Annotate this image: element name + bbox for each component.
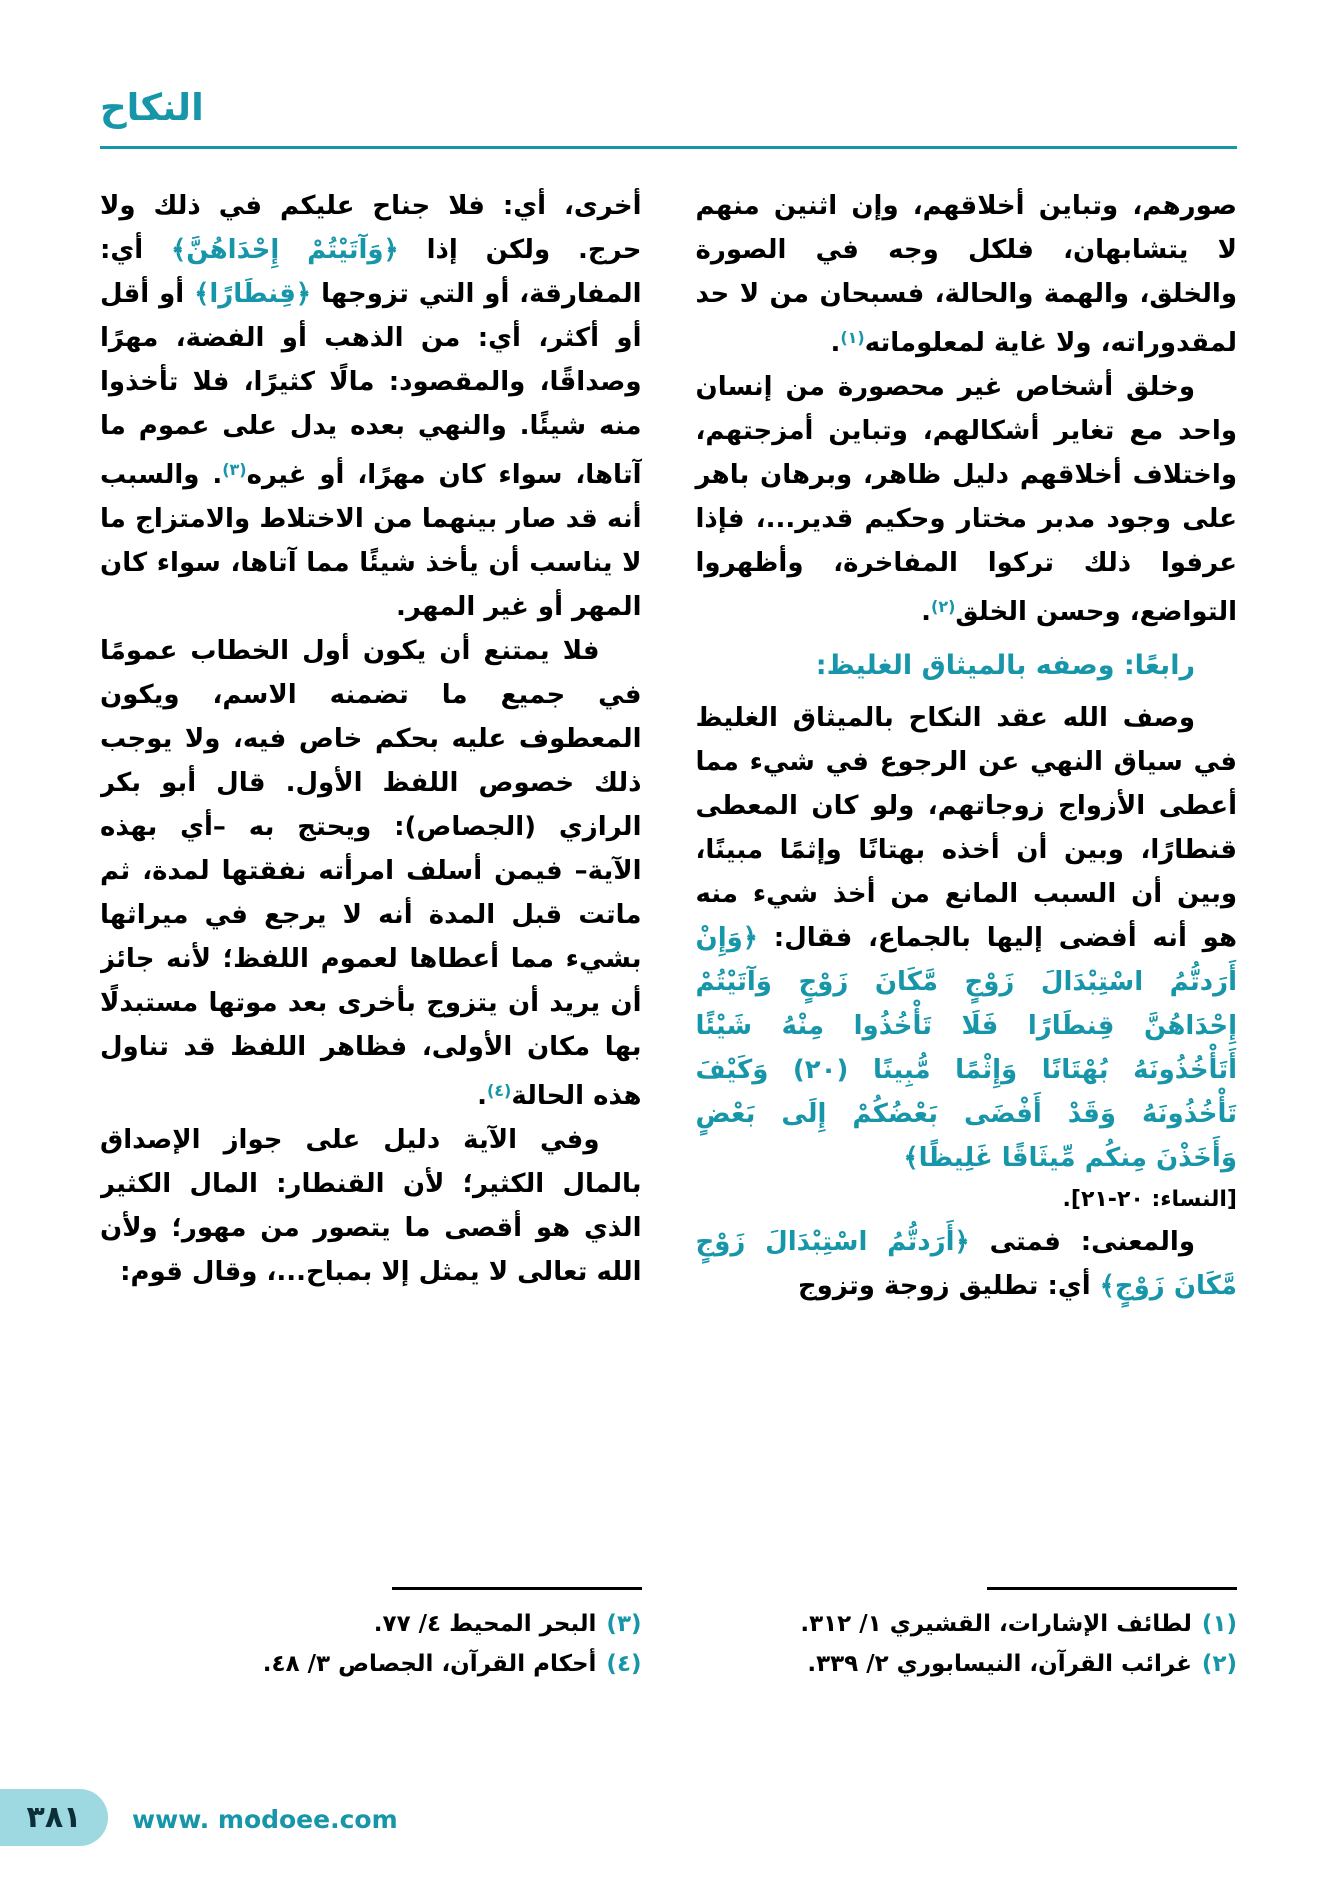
paragraph bbox=[696, 1220, 1238, 1308]
footnote-text: غرائب القرآن، النيسابوري ٢/ ٣٣٩. bbox=[807, 1651, 1192, 1677]
body-text: أي: المفارقة، أو التي تزوجها bbox=[100, 235, 642, 309]
quran-verse: ﴿قِنطَارًا﴾ bbox=[194, 279, 312, 309]
footnote-marker: (٢) bbox=[931, 597, 956, 616]
footnote-marker: (١) bbox=[840, 328, 865, 347]
footnote bbox=[100, 1604, 642, 1644]
footnote-divider bbox=[392, 1587, 642, 1590]
footnote bbox=[100, 1644, 642, 1684]
body-text: . والسبب أنه قد صار بينهما من الاختلاط والامتزاج ما لا يناسب أن يأخذ شيئًا مما آتاها، سواء كان المهر أو غير المهر. bbox=[100, 460, 642, 622]
body-text: صورهم، وتباين أخلاقهم، وإن اثنين منهم لا يتشابهان، فلكل وجه في الصورة والخلق، والهمة والحالة، فسبحان من لا حد لمقدوراته، ولا غاية لمعلوماته bbox=[695, 191, 1237, 358]
quran-verse: ﴿وَآتَيْتُمْ إِحْدَاهُنَّ﴾ bbox=[171, 235, 399, 265]
column-right bbox=[696, 184, 1238, 1684]
body-text: وصف الله عقد النكاح بالميثاق الغليظ في سياق النهي عن الرجوع في شيء مما أعطى الأزواج زوجاتهم، ولو كان المعطى قنطارًا، وبين أن أخذه بهتانًا وإثمًا مبينًا، وبين أن السبب المانع من أخذ شيء منه هو أنه أفضى إليها بالجماع، فقال: bbox=[695, 703, 1237, 953]
body-text: . bbox=[477, 1081, 487, 1111]
body-text: أو أقل أو أكثر، أي: من الذهب أو الفضة، مهرًا وصداقًا، والمقصود: مالًا كثيرًا، فلا تأخذوا منه شيئًا. والنهي بعده يدل على عموم ما آتاها، سواء كان مهرًا، أو غيره bbox=[100, 279, 642, 490]
column-left bbox=[100, 184, 642, 1684]
footnote-marker: (٤) bbox=[486, 1081, 512, 1100]
text-columns bbox=[100, 184, 1237, 1684]
paragraph bbox=[696, 696, 1238, 1180]
body-text: والمعنى: فمتى bbox=[969, 1227, 1196, 1257]
body-text: أخرى، أي: فلا جناح عليكم في ذلك ولا حرج. ولكن إذا bbox=[100, 191, 642, 265]
paragraph bbox=[100, 1118, 642, 1294]
website-url: www. modoee.com bbox=[132, 1805, 398, 1834]
footnote bbox=[696, 1604, 1238, 1644]
page-number-badge bbox=[0, 1789, 108, 1846]
header-divider bbox=[100, 146, 1237, 149]
chapter-title: النكاح bbox=[100, 86, 204, 129]
footnote-marker: (٣) bbox=[222, 460, 247, 479]
footnote-divider bbox=[987, 1587, 1237, 1590]
quran-verse: ﴿أَرَدتُّمُ اسْتِبْدَالَ زَوْجٍ مَّكَانَ زَوْجٍ﴾ bbox=[695, 1227, 1237, 1301]
page-number: ٣٨١ bbox=[26, 1800, 82, 1835]
footnote-text: البحر المحيط ٤/ ٧٧. bbox=[373, 1611, 597, 1637]
footnote-number: (٢) bbox=[1201, 1651, 1237, 1677]
section-heading: رابعًا: وصفه بالميثاق الغليظ: bbox=[815, 650, 1195, 681]
paragraph bbox=[696, 365, 1238, 634]
body-text: . bbox=[921, 597, 932, 627]
footnote-number: (١) bbox=[1201, 1611, 1237, 1637]
paragraph bbox=[696, 184, 1238, 365]
paragraph bbox=[100, 184, 642, 629]
paragraph bbox=[100, 629, 642, 1118]
body-text: . bbox=[830, 328, 841, 358]
footnote-number: (٤) bbox=[606, 1651, 642, 1677]
body-text: وفي الآية دليل على جواز الإصداق بالمال الكثير؛ لأن القنطار: المال الكثير الذي هو أقصى ما يتصور من مهور؛ ولأن الله تعالى لا يمثل إلا بمباح...، وقال قوم: bbox=[100, 1125, 642, 1287]
footnote-number: (٣) bbox=[606, 1611, 642, 1637]
footnotes-right bbox=[696, 1581, 1238, 1684]
footnote-text: أحكام القرآن، الجصاص ٣/ ٤٨. bbox=[262, 1651, 597, 1677]
verse-reference: [النساء: ٢٠-٢١]. bbox=[1062, 1187, 1237, 1212]
body-text: وخلق أشخاص غير محصورة من إنسان واحد مع تغاير أشكالهم، وتباين أمزجتهم، واختلاف أخلاقهم دليل ظاهر، وبرهان باهر على وجود مدبر مختار وحكيم قدير...، فإذا عرفوا ذلك تركوا المفاخرة، وأظهروا التواضع، وحسن الخلق bbox=[695, 372, 1237, 627]
quran-verse: ﴿وَإِنْ أَرَدتُّمُ اسْتِبْدَالَ زَوْجٍ مَّكَانَ زَوْجٍ وَآتَيْتُمْ إِحْدَاهُنَّ قِنطَارًا فَلَا تَأْخُذُوا مِنْهُ شَيْئًا أَتَأْخُذُونَهُ بُهْتَانًا وَإِثْمًا مُّبِينًا (٢٠) وَكَيْفَ تَأْخُذُونَهُ وَقَدْ أَفْضَى بَعْضُكُمْ إِلَى بَعْضٍ وَأَخَذْنَ مِنكُم مِّيثَاقًا غَلِيظًا﴾ bbox=[695, 923, 1237, 1173]
footnote-text: لطائف الإشارات، القشيري ١/ ٣١٢. bbox=[800, 1611, 1192, 1637]
footnotes-left bbox=[100, 1581, 642, 1684]
footnote bbox=[696, 1644, 1238, 1684]
body-text: أي: تطليق زوجة وتزوج bbox=[797, 1271, 1100, 1301]
body-text: فلا يمتنع أن يكون أول الخطاب عمومًا في جميع ما تضمنه الاسم، ويكون المعطوف عليه بحكم خاص فيه، ولا يوجب ذلك خصوص اللفظ الأول. قال أبو بكر الرازي (الجصاص): ويحتج به –أي بهذه الآية– فيمن أسلف امرأته نفقتها لمدة، ثم ماتت قبل المدة أنه لا يرجع في ميراثها بشيء مما أعطاها لعموم اللفظ؛ لأنه جائز أن يريد أن يتزوج بأخرى بعد موتها مستبدلًا بها مكان الأولى، فظاهر اللفظ قد تناول هذه الحالة bbox=[100, 636, 642, 1111]
